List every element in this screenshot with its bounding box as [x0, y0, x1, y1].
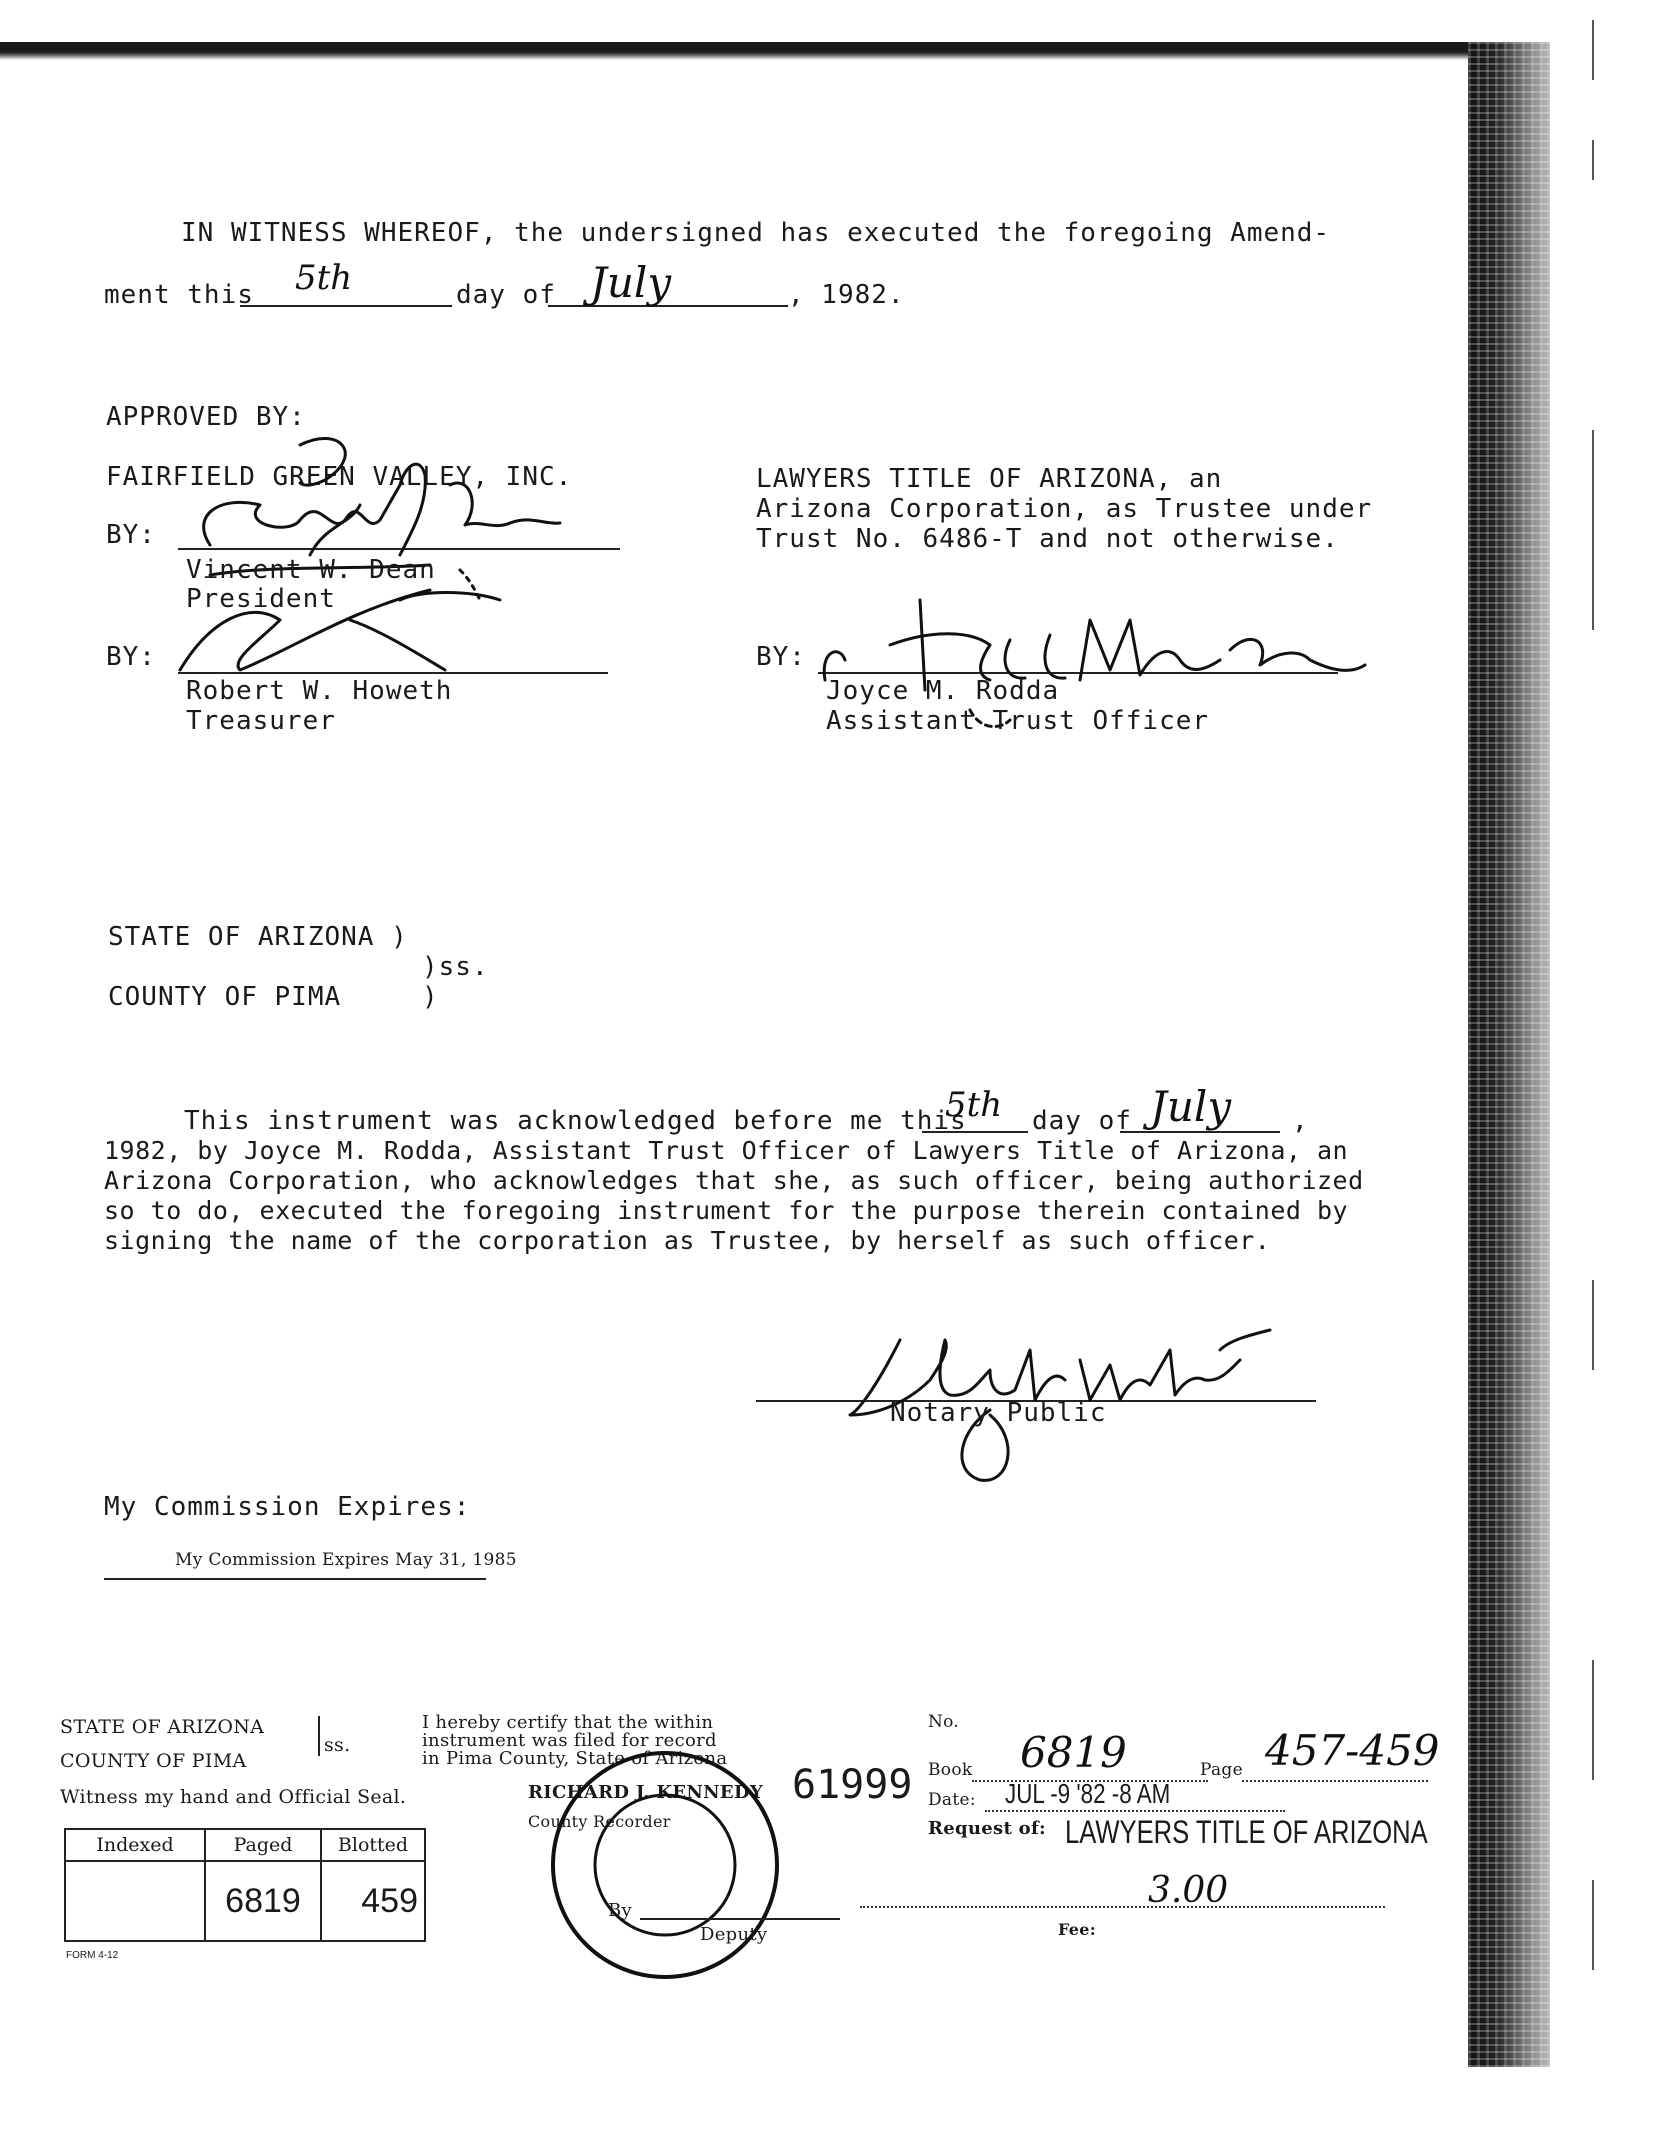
venue-ss: )ss. — [422, 952, 489, 982]
certify-line-2: instrument was filed for record — [422, 1730, 717, 1751]
rec-ss: ss. — [324, 1734, 351, 1756]
county-recorder-seal — [545, 1745, 785, 1985]
margin-mark — [1592, 1280, 1594, 1370]
rec-state: STATE OF ARIZONA — [60, 1716, 265, 1738]
fee-value: 3.00 — [1148, 1870, 1229, 1911]
form-number: FORM 4-12 — [66, 1950, 119, 1961]
recorder-title: County Recorder — [528, 1812, 671, 1831]
date-line — [985, 1810, 1285, 1812]
page-line — [1242, 1780, 1428, 1782]
margin-mark — [1592, 20, 1594, 80]
witness-month-handwritten: July — [590, 258, 672, 307]
header-indexed: Indexed — [65, 1829, 205, 1861]
doc-number: 61999 — [792, 1762, 913, 1808]
witness-ment-this: ment this — [104, 280, 254, 310]
request-value: LAWYERS TITLE OF ARIZONA — [1065, 1814, 1428, 1850]
day-blank — [240, 305, 452, 307]
ack-month-blank — [1120, 1131, 1280, 1133]
fairfield-signer1-name: Vincent W. Dean — [186, 555, 436, 585]
venue-state: STATE OF ARIZONA ) — [108, 922, 408, 952]
rec-no-label: No. — [928, 1712, 960, 1732]
scan-right-edge — [1468, 42, 1550, 2067]
ack-line-5: signing the name of the corporation as Trustee, by herself as such officer. — [104, 1226, 1271, 1255]
lawyers-line-2: Arizona Corporation, as Trustee under — [756, 494, 1373, 524]
venue-county: COUNTY OF PIMA — [108, 982, 342, 1012]
ack-line-1a: This instrument was acknowledged before me this — [184, 1106, 967, 1136]
approved-by-heading: APPROVED BY: — [106, 402, 306, 432]
ack-day-handwritten: 5th — [945, 1085, 1003, 1125]
fairfield-signer2-name: Robert W. Howeth — [186, 676, 453, 706]
cell-blotted: 459 — [321, 1861, 425, 1941]
book-value: 6819 — [1020, 1728, 1127, 1777]
lawyers-by: BY: — [756, 642, 806, 672]
ack-line-4: so to do, executed the foregoing instrument for the purpose therein contained by — [104, 1196, 1349, 1225]
witness-day-of: day of — [456, 280, 556, 310]
page-value: 457-459 — [1265, 1726, 1440, 1775]
witness-line: IN WITNESS WHEREOF, the undersigned has executed the foregoing Amend- — [181, 218, 1331, 248]
fairfield-by-1: BY: — [106, 520, 156, 550]
margin-mark — [1592, 140, 1594, 180]
header-paged: Paged — [205, 1829, 321, 1861]
witness-day-handwritten: 5th — [295, 258, 353, 298]
margin-mark — [1592, 1880, 1594, 1970]
lawyers-signer-name: Joyce M. Rodda — [826, 676, 1060, 706]
rec-brace — [318, 1716, 320, 1756]
rec-by-label: By — [608, 1900, 632, 1921]
certify-line-3: in Pima County, State of Arizona — [422, 1748, 728, 1769]
cell-indexed — [65, 1861, 205, 1941]
certify-line-1: I hereby certify that the within — [422, 1712, 714, 1733]
fairfield-by-2: BY: — [106, 642, 156, 672]
margin-mark — [1592, 1660, 1594, 1780]
fee-line — [860, 1906, 1385, 1908]
fairfield-signer1-title: President — [186, 584, 336, 614]
recorder-name: RICHARD J. KENNEDY — [528, 1782, 764, 1803]
margin-mark — [1592, 430, 1594, 630]
rec-county: COUNTY OF PIMA — [60, 1750, 247, 1772]
lawyers-signer-title: Assistant Trust Officer — [826, 706, 1210, 736]
commission-line — [104, 1578, 486, 1580]
rec-deputy: Deputy — [700, 1924, 768, 1945]
ack-comma: , — [1292, 1106, 1309, 1136]
recording-index-table — [64, 1828, 426, 1942]
lawyers-line-1: LAWYERS TITLE OF ARIZONA, an — [756, 464, 1223, 494]
notary-label: Notary Public — [890, 1398, 1107, 1428]
rec-witness: Witness my hand and Official Seal. — [60, 1786, 407, 1808]
witness-year: , 1982. — [788, 280, 905, 310]
rec-request-label: Request of: — [928, 1818, 1046, 1839]
rec-book-label: Book — [928, 1760, 973, 1780]
commission-stamp: My Commission Expires May 31, 1985 — [175, 1550, 517, 1570]
rec-by-line — [640, 1918, 840, 1920]
cell-paged: 6819 — [205, 1861, 321, 1941]
ack-line-1b: day of — [1032, 1106, 1132, 1136]
fairfield-company: FAIRFIELD GREEN VALLEY, INC. — [106, 462, 573, 492]
ack-line-3: Arizona Corporation, who acknowledges that she, as such officer, being authorized — [104, 1166, 1364, 1195]
ack-day-blank — [922, 1131, 1028, 1133]
commission-label: My Commission Expires: — [104, 1492, 471, 1522]
fairfield-signer2-title: Treasurer — [186, 706, 336, 736]
rec-fee-label: Fee: — [1058, 1920, 1096, 1939]
ack-month-handwritten: July — [1150, 1082, 1232, 1131]
date-value: JUL -9 '82 -8 AM — [1005, 1778, 1171, 1809]
lawyers-line-3: Trust No. 6486-T and not otherwise. — [756, 524, 1339, 554]
header-blotted: Blotted — [321, 1829, 425, 1861]
scan-top-edge — [0, 42, 1490, 60]
rec-page-label: Page — [1200, 1760, 1243, 1780]
rec-date-label: Date: — [928, 1790, 976, 1810]
venue-close-paren: ) — [422, 982, 439, 1012]
ack-line-2: 1982, by Joyce M. Rodda, Assistant Trust Officer of Lawyers Title of Arizona, an — [104, 1136, 1349, 1165]
